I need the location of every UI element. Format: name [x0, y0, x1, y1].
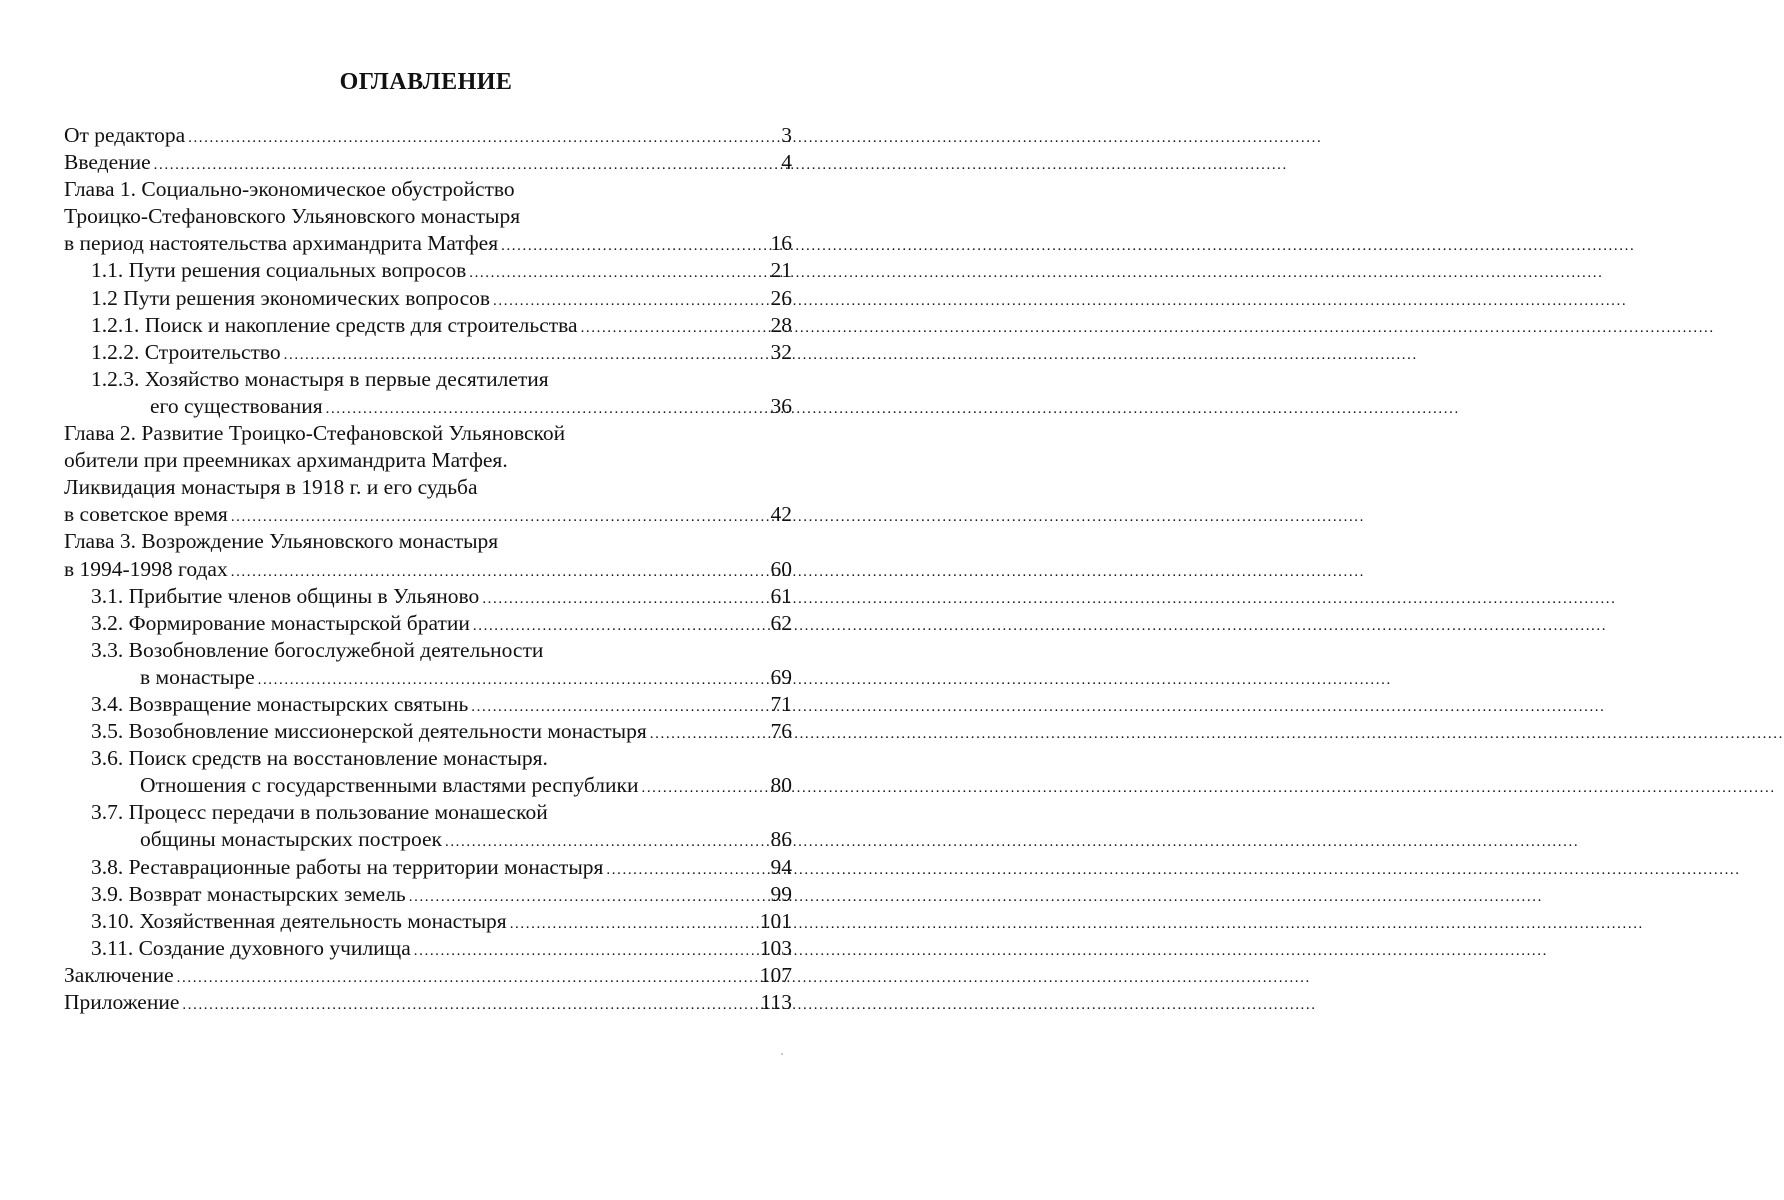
toc-page-number: 113 [760, 990, 792, 1014]
toc-page-number: 28 [770, 312, 792, 337]
dot-leader [231, 504, 768, 531]
dot-leader [510, 911, 757, 938]
toc-page-number: 99 [770, 881, 792, 906]
toc-entry-chapter-2-cont [64, 474, 792, 501]
toc-page-number: 60 [770, 556, 792, 581]
toc-entry-1-2-2 [64, 339, 792, 366]
toc-entry-label: Введение [64, 150, 151, 175]
toc-entry-label: в монастыре [140, 664, 255, 689]
toc-page-number: 103 [759, 935, 792, 960]
dot-leader [414, 938, 757, 965]
toc-entry-3-10 [64, 908, 792, 935]
toc-entry-3-3 [64, 637, 792, 664]
toc-entry-label: 3.2. Формирование монастырской братии [91, 610, 470, 635]
toc-page-number: 4 [781, 150, 792, 175]
toc-page-number: 61 [770, 583, 792, 608]
dot-leader [641, 775, 767, 802]
toc-entry-3-6-cont [64, 772, 792, 799]
toc-entry-3-5 [64, 718, 792, 745]
toc-page-number: 71 [770, 691, 792, 716]
dot-leader [326, 396, 768, 423]
dot-leader [606, 857, 767, 884]
dot-leader [231, 559, 768, 586]
toc-page-number: 94 [770, 854, 792, 879]
toc-entry-label: 3.1. Прибытие членов общины в Ульяново [91, 583, 480, 608]
toc-entry-label: 1.2.3. Хозяйство монастыря в первые десятилетия [91, 366, 549, 391]
dot-leader [471, 694, 767, 721]
toc-entry-label: 1.2 Пути решения экономических вопросов [91, 285, 491, 310]
dot-leader [409, 884, 768, 911]
dot-leader [188, 125, 778, 152]
toc-page-number: 107 [759, 962, 792, 987]
toc-entry-appendix [64, 989, 792, 1016]
dot-leader [177, 965, 757, 992]
toc-entry-label: обители при преемниках архимандрита Матфея. [64, 448, 508, 473]
dot-leader [482, 586, 767, 613]
toc-entry-3-9 [64, 881, 792, 908]
dot-leader [284, 342, 768, 369]
toc-entry-label: 1.2.1. Поиск и накопление средств для строительства [91, 312, 578, 337]
toc-entry-3-7-cont [64, 826, 792, 853]
toc-entry-from-editor [64, 122, 792, 149]
toc-entry-1-1 [64, 257, 792, 284]
toc-entry-label: 1.2.2. Строительство [91, 339, 281, 364]
toc-entry-3-3-cont [64, 664, 792, 691]
toc-entry-conclusion [64, 962, 792, 989]
toc-entry-chapter-2-cont [64, 447, 792, 474]
toc-entry-3-7 [64, 799, 792, 826]
toc-entry-3-6 [64, 745, 792, 772]
toc-page-number: 62 [770, 610, 792, 635]
dot-leader [154, 152, 779, 179]
toc-page-number: 16 [770, 231, 792, 256]
toc-entry-label: 3.8. Реставрационные работы на территории монастыря [91, 854, 604, 879]
toc-entry-label: в советское время [64, 502, 228, 527]
toc-entry-chapter-1-cont [64, 230, 792, 257]
toc-entry-1-2-3 [64, 366, 792, 393]
toc-entry-label: 1.1. Пути решения социальных вопросов [91, 258, 467, 283]
toc-entry-chapter-1-cont [64, 203, 792, 230]
toc-entry-label: Троицко-Стефановского Ульяновского монастыря [64, 204, 521, 229]
toc-entry-3-1 [64, 583, 792, 610]
toc-entry-label: 3.11. Создание духовного училища [91, 935, 411, 960]
toc-entry-label: Глава 1. Социально-экономическое обустройство [64, 177, 515, 202]
toc-page-number: 36 [770, 393, 792, 418]
dot-leader [501, 233, 767, 260]
toc-page-number: 42 [770, 502, 792, 527]
toc-entry-label: Заключение [64, 962, 174, 987]
toc-page-number: 21 [770, 258, 792, 283]
toc-entry-chapter-2 [64, 420, 792, 447]
toc-entry-label: 3.5. Возобновление миссионерской деятельности монастыря [91, 719, 647, 744]
toc-entry-label: Глава 3. Возрождение Ульяновского монастыря [64, 529, 499, 554]
dot-leader [473, 613, 768, 640]
dot-leader [182, 992, 757, 1019]
toc-page-number: 3 [781, 123, 792, 147]
toc-entry-chapter-3-cont [64, 556, 792, 583]
toc-entry-label: Ликвидация монастыря в 1918 г. и его судьба [64, 475, 478, 500]
toc-entry-label: 3.10. Хозяйственная деятельность монастыря [91, 908, 507, 933]
toc-entry-1-2-1 [64, 312, 792, 339]
toc-entry-label: в период настоятельства архимандрита Матфея [64, 231, 499, 256]
toc-entry-1-2 [64, 285, 792, 312]
toc-entry-3-8 [64, 854, 792, 881]
dot-leader [469, 260, 767, 287]
page-title: ОГЛАВЛЕНИЕ [339, 69, 513, 95]
toc-entry-chapter-3 [64, 528, 792, 555]
toc-entry-label: 3.3. Возобновление богослужебной деятельности [91, 637, 544, 662]
dot-leader [650, 721, 768, 748]
dot-leader [258, 667, 768, 694]
toc-page-number: 26 [770, 285, 792, 310]
toc-entry-label: в 1994-1998 годах [64, 556, 228, 581]
toc-entry-3-4 [64, 691, 792, 718]
toc-page-number: 69 [770, 664, 792, 689]
toc-page-number: 101 [759, 908, 792, 933]
toc-page-number: 76 [770, 719, 792, 744]
toc-entry-label: Отношения с государственными властями республики [140, 773, 639, 798]
toc-entry-introduction [64, 149, 792, 176]
toc-entry-label: 3.6. Поиск средств на восстановление монастыря. [91, 746, 548, 771]
toc-entry-label: 3.4. Возвращение монастырских святынь [91, 691, 469, 716]
scan-speck [781, 1053, 783, 1055]
toc-entry-label: Глава 2. Развитие Троицко-Стефановской Ульяновской [64, 421, 566, 446]
toc-entry-label: его существования [150, 393, 323, 418]
toc-entry-label: 3.9. Возврат монастырских земель [91, 881, 406, 906]
toc-entry-chapter-1 [64, 176, 792, 203]
toc-page-number: 32 [770, 339, 792, 364]
toc-page-number: 86 [770, 827, 792, 852]
dot-leader [581, 315, 768, 342]
table-of-contents [64, 122, 792, 1016]
toc-entry-label: От редактора [64, 123, 186, 147]
toc-entry-3-2 [64, 610, 792, 637]
toc-entry-label: Приложение [64, 990, 180, 1014]
toc-entry-chapter-2-cont [64, 501, 792, 528]
toc-page-number: 80 [770, 773, 792, 798]
dot-leader [445, 829, 768, 856]
toc-entry-label: общины монастырских построек [140, 827, 442, 852]
toc-entry-1-2-3-cont [64, 393, 792, 420]
toc-entry-3-11 [64, 935, 792, 962]
dot-leader [493, 288, 767, 315]
toc-entry-label: 3.7. Процесс передачи в пользование монашеской [91, 800, 548, 825]
